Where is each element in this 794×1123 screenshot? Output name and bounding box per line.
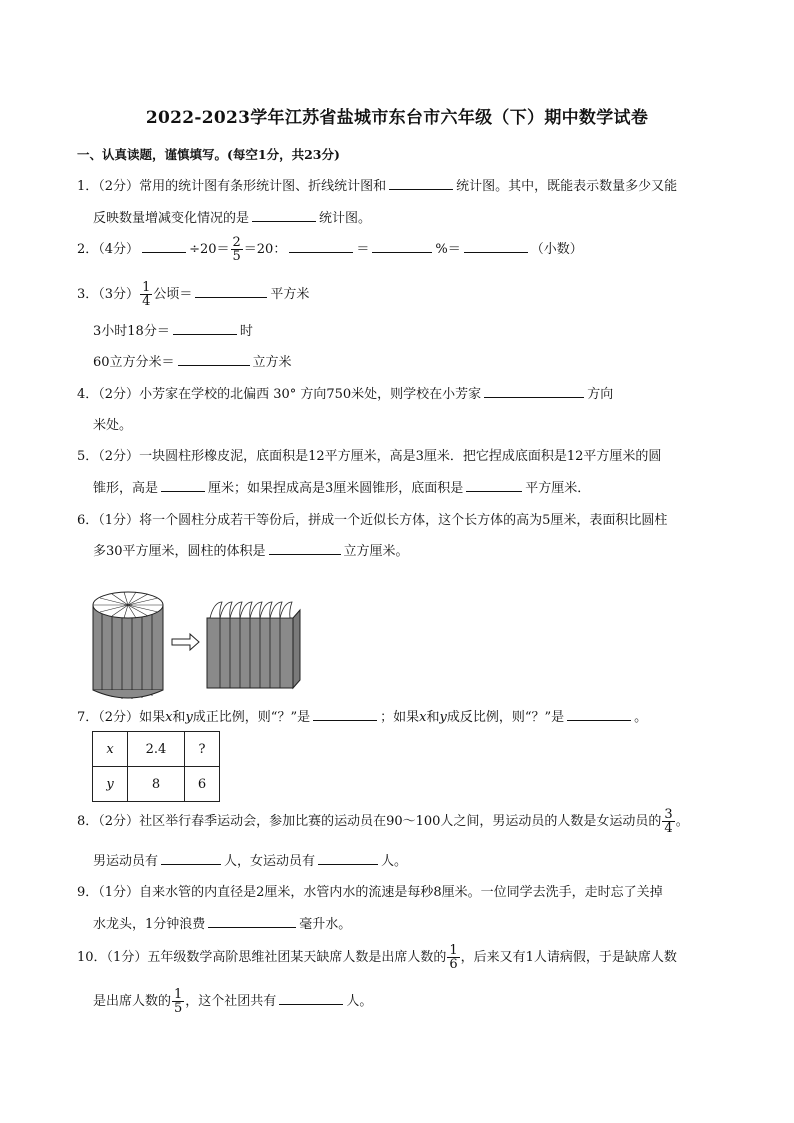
question-8-line-1	[77, 808, 689, 835]
question-4-line-2	[93, 414, 132, 433]
q2-frac-numerator: 2	[232, 235, 241, 250]
q3-blank-1[interactable]	[195, 285, 267, 298]
q10-text-c: 是出席人数的	[93, 994, 172, 1009]
q2-frac-denominator: 5	[232, 249, 241, 264]
q3-blank-2[interactable]	[173, 322, 237, 335]
section-heading: 一、认真读题，谨慎填写。(每空1分，共23分)	[77, 147, 340, 162]
table-cell: y	[93, 767, 128, 802]
q9-score: （1分）	[98, 885, 140, 900]
question-9-line-1	[77, 881, 663, 900]
xy-table	[92, 731, 220, 802]
q10-text-d: ，这个社团共有	[185, 994, 277, 1009]
q1-text-d: 统计图。	[319, 211, 372, 226]
q8-text-a: 社区举行春季运动会，参加比赛的运动员在90～100人之间，男运动员的人数是女运动员的	[139, 814, 662, 829]
q7-text-a: 如果	[139, 710, 166, 725]
question-2-line	[77, 236, 583, 263]
q7-var-y-1: y	[185, 710, 193, 725]
q2-blank-1[interactable]	[142, 240, 186, 253]
q8-blank-2[interactable]	[318, 852, 378, 865]
q7-var-x-2: x	[419, 710, 427, 725]
q7-text-d: 成反比例，则“？”是	[446, 710, 565, 725]
q10-frac2-numerator: 1	[174, 987, 183, 1002]
q3-number: 3．	[77, 287, 99, 302]
q6-text-a: 将一个圆柱分成若干等份后，拼成一个近似长方体，这个长方体的高为5厘米，表面积比圆柱	[139, 513, 668, 528]
q10-blank-1[interactable]	[279, 992, 343, 1005]
q9-number: 9．	[77, 885, 99, 900]
q10-fraction-1	[447, 944, 459, 971]
q10-fraction-2	[172, 988, 184, 1015]
q3-fraction	[140, 281, 152, 308]
question-10-line-1	[77, 944, 677, 971]
q1-number: 1．	[77, 179, 99, 194]
q3-text-c: 60立方分米＝	[93, 355, 175, 370]
q10-text-a: 五年级数学高阶思维社团某天缺席人数是出席人数的	[147, 950, 447, 965]
table-cell: 6	[185, 767, 220, 802]
q2-fraction	[231, 236, 243, 263]
page-title: 2022-2023学年江苏省盐城市东台市六年级（下）期中数学试卷	[145, 108, 649, 128]
q4-number: 4．	[77, 387, 99, 402]
q2-text-tail: （小数）	[530, 242, 583, 257]
table-cell: 2.4	[128, 732, 185, 767]
table-row	[93, 732, 220, 767]
question-8-line-2	[93, 850, 407, 869]
q8-number: 8．	[77, 814, 99, 829]
q6-number: 6．	[77, 513, 99, 528]
question-10-line-2	[93, 988, 372, 1015]
q8-fraction	[662, 808, 674, 835]
q10-score: （1分）	[106, 950, 148, 965]
question-5-line-2	[93, 477, 590, 496]
q8-text-dot: 。	[675, 814, 689, 829]
q8-text-d: 人。	[381, 854, 408, 869]
q4-text-c: 米处。	[93, 418, 133, 433]
q1-blank-1[interactable]	[389, 177, 453, 190]
cylinder-to-cuboid-figure	[92, 590, 312, 700]
q1-score: （2分）	[98, 179, 140, 194]
q3-frac-denominator: 4	[142, 294, 151, 309]
q7-score: （2分）	[98, 710, 140, 725]
q2-blank-4[interactable]	[464, 240, 528, 253]
q5-text-d: 平方厘米．	[525, 481, 591, 496]
q3-unit-a: 平方米	[270, 287, 310, 302]
q8-frac-numerator: 3	[664, 807, 673, 822]
q1-text-a: 常用的统计图有条形统计图、折线统计图和	[139, 179, 387, 194]
question-6-line-1	[77, 509, 667, 528]
q2-text-ratio: ＝20：	[243, 242, 287, 257]
q6-blank-1[interactable]	[269, 542, 341, 555]
q3-frac-numerator: 1	[142, 280, 151, 295]
arrow-right-icon	[172, 634, 199, 650]
q3-blank-3[interactable]	[178, 353, 250, 366]
q2-score: （4分）	[98, 242, 140, 257]
q8-blank-1[interactable]	[161, 852, 221, 865]
q8-text-c: 人，女运动员有	[224, 854, 316, 869]
q8-text-b: 男运动员有	[93, 854, 159, 869]
table-cell: 8	[128, 767, 185, 802]
q4-blank-1[interactable]	[484, 385, 584, 398]
q3-unit-b: 时	[239, 324, 253, 339]
question-1-line-1	[77, 175, 677, 194]
question-3-line-2	[93, 320, 253, 339]
q1-text-c: 反映数量增减变化情况的是	[93, 211, 250, 226]
q7-blank-1[interactable]	[313, 708, 377, 721]
question-3-line-3	[93, 351, 292, 370]
q7-text-and-2: 和	[426, 710, 440, 725]
q9-text-a: 自来水管的内直径是2厘米，水管内水的流速是每秒8厘米。一位同学去洗手，走时忘了关掉	[139, 885, 663, 900]
q2-text-div: ÷20＝	[189, 242, 230, 257]
q4-text-a: 小芳家在学校的北偏西 30° 方向750米处，则学校在小芳家	[139, 387, 482, 402]
q4-text-b: 方向	[587, 387, 614, 402]
q9-text-b: 水龙头，1分钟浪费	[93, 917, 206, 932]
question-4-line-1	[77, 383, 613, 402]
q10-text-b: ，后来又有1人请病假，于是缺席人数	[460, 950, 677, 965]
q7-text-and-1: 和	[172, 710, 186, 725]
table-row	[93, 767, 220, 802]
cylinder-icon	[93, 592, 163, 699]
q10-text-e: 人。	[346, 994, 373, 1009]
cuboid-icon	[207, 602, 300, 688]
q3-score: （3分）	[98, 287, 140, 302]
question-1-line-2	[93, 207, 371, 226]
question-9-line-2	[93, 913, 351, 932]
q7-var-x-1: x	[165, 710, 173, 725]
q10-frac1-numerator: 1	[449, 943, 458, 958]
question-3-line-1	[77, 281, 309, 308]
q2-blank-2[interactable]	[289, 240, 353, 253]
q7-text-c: ；如果	[380, 710, 420, 725]
q2-number: 2．	[77, 242, 99, 257]
q7-blank-2[interactable]	[567, 708, 631, 721]
q9-blank-1[interactable]	[208, 915, 296, 928]
table-cell: ?	[185, 732, 220, 767]
q3-text-a: 公顷＝	[153, 287, 193, 302]
q1-text-b: 统计图。其中，既能表示数量多少又能	[456, 179, 678, 194]
q5-number: 5．	[77, 449, 99, 464]
q3-text-b: 3小时18分＝	[93, 324, 170, 339]
q5-text-a: 一块圆柱形橡皮泥，底面积是12平方厘米，高是3厘米．把它捏成底面积是12平方厘米的圆	[139, 449, 662, 464]
q2-text-pct: %＝	[435, 242, 461, 257]
q5-text-c: 厘米；如果捏成高是3厘米圆锥形，底面积是	[208, 481, 464, 496]
q8-score: （2分）	[98, 814, 140, 829]
q7-number: 7．	[77, 710, 99, 725]
q3-unit-c: 立方米	[252, 355, 292, 370]
q5-text-b: 锥形，高是	[93, 481, 159, 496]
q10-frac1-denominator: 6	[449, 957, 458, 972]
q9-text-c: 毫升水。	[299, 917, 352, 932]
q5-blank-2[interactable]	[466, 479, 522, 492]
q6-text-c: 立方厘米。	[343, 544, 409, 559]
q5-score: （2分）	[98, 449, 140, 464]
q2-text-eq: ＝	[356, 242, 370, 257]
q7-text-e: 。	[634, 710, 648, 725]
q6-text-b: 多30平方厘米，圆柱的体积是	[93, 544, 266, 559]
q1-blank-2[interactable]	[252, 209, 316, 222]
q10-number: 10．	[77, 950, 107, 965]
q5-blank-1[interactable]	[161, 479, 205, 492]
question-5-line-1	[77, 445, 661, 464]
table-cell: x	[93, 732, 128, 767]
q4-score: （2分）	[98, 387, 140, 402]
q8-frac-denominator: 4	[664, 821, 673, 836]
question-6-line-2	[93, 540, 409, 559]
question-7-line	[77, 706, 647, 725]
q10-frac2-denominator: 5	[174, 1001, 183, 1016]
q6-score: （1分）	[98, 513, 140, 528]
q7-text-b: 成正比例，则“？”是	[192, 710, 311, 725]
q2-blank-3[interactable]	[372, 240, 432, 253]
q7-var-y-2: y	[439, 710, 447, 725]
